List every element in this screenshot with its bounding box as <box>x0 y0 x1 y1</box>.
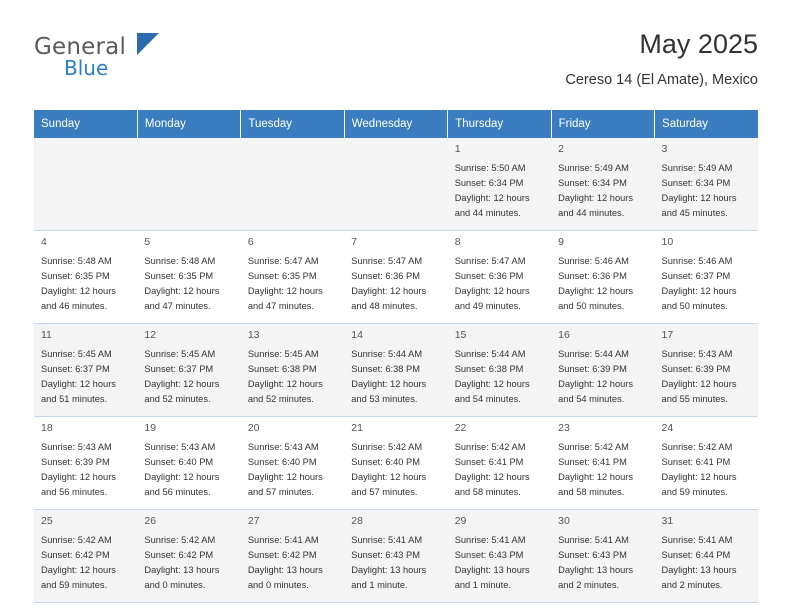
calendar-day-cell[interactable] <box>655 510 758 603</box>
day-info-line: Daylight: 12 hours <box>247 286 323 297</box>
day-info-line: Sunset: 6:39 PM <box>661 364 731 375</box>
logo <box>34 28 234 80</box>
day-number: 28 <box>351 515 363 527</box>
calendar-day-cell[interactable] <box>137 231 240 324</box>
calendar-day-cell[interactable] <box>655 231 758 324</box>
day-info-line: Sunset: 6:34 PM <box>454 178 524 189</box>
day-info-line: Daylight: 12 hours <box>558 379 634 390</box>
day-info-line: Sunrise: 5:41 AM <box>454 535 526 545</box>
calendar-day-cell[interactable] <box>655 138 758 231</box>
day-info-line: Sunrise: 5:41 AM <box>351 535 423 545</box>
calendar-day-cell[interactable] <box>448 510 551 603</box>
day-info-line: Sunrise: 5:43 AM <box>661 349 733 359</box>
day-info-line: Sunset: 6:36 PM <box>351 271 420 282</box>
location-subtitle: Cereso 14 (El Amate), Mexico <box>565 71 758 88</box>
calendar-day-cell[interactable] <box>551 417 654 510</box>
day-info-line: Sunrise: 5:43 AM <box>247 442 319 452</box>
day-info-line: and 54 minutes. <box>454 394 521 405</box>
calendar-week-row <box>34 231 758 324</box>
day-info-line: Daylight: 12 hours <box>41 565 116 576</box>
day-number: 30 <box>558 515 570 527</box>
day-info-line: Sunset: 6:39 PM <box>41 457 110 468</box>
day-info-line: Daylight: 12 hours <box>454 472 530 483</box>
day-info-line: Daylight: 12 hours <box>661 286 737 297</box>
calendar-day-cell[interactable] <box>241 231 344 324</box>
day-number: 22 <box>454 422 467 434</box>
day-info-line: and 53 minutes. <box>351 394 418 405</box>
day-info-line: Sunrise: 5:49 AM <box>661 163 733 173</box>
day-info-line: and 59 minutes. <box>41 580 108 591</box>
title-block <box>565 28 758 88</box>
day-number: 24 <box>661 422 674 434</box>
day-number: 17 <box>661 329 674 341</box>
day-number: 12 <box>144 329 157 341</box>
day-info-line: Sunset: 6:38 PM <box>351 364 420 375</box>
day-info-line: Sunrise: 5:42 AM <box>351 442 423 452</box>
day-info-line: Sunset: 6:38 PM <box>247 364 317 375</box>
day-info-line: Daylight: 12 hours <box>454 379 530 390</box>
day-info-line: and 1 minute. <box>351 580 408 591</box>
day-info-line: Daylight: 12 hours <box>41 286 116 297</box>
day-info-line: Sunrise: 5:46 AM <box>558 256 629 266</box>
calendar-day-cell[interactable] <box>34 231 137 324</box>
calendar-day-cell[interactable] <box>137 417 240 510</box>
day-info-line: Sunset: 6:43 PM <box>454 550 524 561</box>
day-number: 16 <box>558 329 570 341</box>
day-info-line: Sunset: 6:37 PM <box>661 271 731 282</box>
day-info-line: Sunset: 6:44 PM <box>661 550 731 561</box>
calendar-day-cell[interactable] <box>551 324 654 417</box>
day-info-line: Daylight: 12 hours <box>661 193 737 204</box>
day-info-line: Sunset: 6:41 PM <box>454 457 524 468</box>
day-info-line: Sunrise: 5:47 AM <box>454 256 526 266</box>
day-info-line: and 52 minutes. <box>144 394 211 405</box>
day-number: 13 <box>247 329 260 341</box>
day-number: 7 <box>351 236 358 248</box>
day-number: 23 <box>558 422 570 434</box>
calendar-day-cell[interactable] <box>448 324 551 417</box>
calendar-day-cell[interactable] <box>34 324 137 417</box>
calendar-day-cell[interactable] <box>448 417 551 510</box>
day-info-line: Sunrise: 5:42 AM <box>661 442 733 452</box>
day-info-line: and 50 minutes. <box>661 301 728 312</box>
weekday-header-monday: Monday <box>137 110 240 138</box>
day-info-line: and 0 minutes. <box>247 580 309 591</box>
day-info-line: and 45 minutes. <box>661 208 728 219</box>
day-number: 27 <box>247 515 260 527</box>
day-number: 26 <box>144 515 157 527</box>
day-number: 1 <box>454 143 461 155</box>
day-number: 11 <box>41 329 52 341</box>
calendar-empty-cell <box>34 138 137 231</box>
day-info-line: Sunset: 6:34 PM <box>661 178 731 189</box>
day-info-line: Sunset: 6:40 PM <box>247 457 317 468</box>
day-info-line: Daylight: 12 hours <box>558 286 634 297</box>
day-info-line: Daylight: 13 hours <box>454 565 530 576</box>
day-info-line: Daylight: 13 hours <box>144 565 220 576</box>
calendar-day-cell[interactable] <box>34 510 137 603</box>
day-info-line: and 56 minutes. <box>41 487 108 498</box>
calendar-day-cell[interactable] <box>448 231 551 324</box>
day-info-line: and 51 minutes. <box>41 394 108 405</box>
day-info-line: Daylight: 12 hours <box>351 286 427 297</box>
day-info-line: Sunrise: 5:49 AM <box>558 163 629 173</box>
logo-primary-text: General <box>34 34 127 60</box>
calendar-header-row <box>34 110 758 138</box>
day-number: 19 <box>144 422 157 434</box>
day-info-line: Daylight: 12 hours <box>558 193 634 204</box>
calendar-day-cell[interactable] <box>551 510 654 603</box>
day-info-line: Sunrise: 5:50 AM <box>454 163 526 173</box>
day-info-line: Sunrise: 5:48 AM <box>41 256 112 266</box>
day-info-line: Daylight: 12 hours <box>144 472 220 483</box>
day-info-line: Sunset: 6:35 PM <box>247 271 317 282</box>
weekday-header-sunday: Sunday <box>34 110 137 138</box>
day-info-line: Sunset: 6:35 PM <box>144 271 214 282</box>
day-info-line: Sunset: 6:37 PM <box>144 364 214 375</box>
day-info-line: and 57 minutes. <box>351 487 418 498</box>
calendar-empty-cell <box>344 138 447 231</box>
weekday-header-tuesday: Tuesday <box>241 110 344 138</box>
day-number: 14 <box>351 329 363 341</box>
day-number: 3 <box>661 143 668 155</box>
day-info-line: Daylight: 12 hours <box>661 379 737 390</box>
day-number: 2 <box>558 143 564 155</box>
day-info-line: Sunset: 6:34 PM <box>558 178 627 189</box>
day-info-line: Sunrise: 5:43 AM <box>144 442 216 452</box>
calendar-table <box>34 110 758 603</box>
calendar-day-cell[interactable] <box>551 138 654 231</box>
day-info-line: and 58 minutes. <box>558 487 625 498</box>
day-info-line: Daylight: 12 hours <box>661 472 737 483</box>
day-number: 25 <box>41 515 53 527</box>
day-number: 4 <box>41 236 47 248</box>
day-info-line: Sunrise: 5:44 AM <box>558 349 629 359</box>
calendar-week-row <box>34 138 758 231</box>
day-info-line: and 2 minutes. <box>661 580 723 591</box>
calendar-week-row <box>34 510 758 603</box>
calendar-empty-cell <box>137 138 240 231</box>
day-info-line: and 47 minutes. <box>247 301 314 312</box>
day-info-line: Sunrise: 5:41 AM <box>247 535 319 545</box>
day-number: 20 <box>247 422 260 434</box>
day-info-line: Sunset: 6:41 PM <box>661 457 731 468</box>
day-number: 5 <box>144 236 151 248</box>
calendar-day-cell[interactable] <box>241 417 344 510</box>
day-info-line: Daylight: 13 hours <box>351 565 427 576</box>
day-info-line: and 56 minutes. <box>144 487 211 498</box>
day-number: 6 <box>247 236 254 248</box>
day-info-line: Daylight: 13 hours <box>247 565 323 576</box>
day-info-line: Sunrise: 5:47 AM <box>351 256 423 266</box>
day-info-line: Daylight: 13 hours <box>661 565 737 576</box>
day-info-line: and 57 minutes. <box>247 487 314 498</box>
day-info-line: Sunrise: 5:46 AM <box>661 256 733 266</box>
day-number: 15 <box>454 329 467 341</box>
calendar-day-cell[interactable] <box>137 324 240 417</box>
weekday-header-thursday: Thursday <box>448 110 551 138</box>
day-info-line: and 0 minutes. <box>144 580 206 591</box>
calendar-body <box>34 138 758 603</box>
day-info-line: and 2 minutes. <box>558 580 620 591</box>
weekday-header-saturday: Saturday <box>655 110 758 138</box>
calendar-day-cell[interactable] <box>344 324 447 417</box>
day-info-line: Daylight: 12 hours <box>41 379 116 390</box>
day-number: 21 <box>351 422 363 434</box>
day-info-line: Sunrise: 5:44 AM <box>351 349 423 359</box>
day-info-line: Sunrise: 5:45 AM <box>247 349 319 359</box>
day-info-line: Sunset: 6:42 PM <box>144 550 214 561</box>
day-info-line: Daylight: 12 hours <box>558 472 634 483</box>
calendar-day-cell[interactable] <box>344 510 447 603</box>
day-info-line: Sunset: 6:43 PM <box>351 550 420 561</box>
day-number: 18 <box>41 422 53 434</box>
page-title: May 2025 <box>639 29 758 59</box>
day-info-line: and 58 minutes. <box>454 487 521 498</box>
calendar-week-row <box>34 417 758 510</box>
day-info-line: Daylight: 12 hours <box>247 472 323 483</box>
day-info-line: Daylight: 12 hours <box>247 379 323 390</box>
calendar-day-cell[interactable] <box>344 417 447 510</box>
day-info-line: and 59 minutes. <box>661 487 728 498</box>
day-info-line: and 44 minutes. <box>558 208 625 219</box>
calendar-day-cell[interactable] <box>551 231 654 324</box>
day-info-line: Sunrise: 5:42 AM <box>41 535 112 545</box>
day-info-line: Sunrise: 5:47 AM <box>247 256 319 266</box>
day-info-line: Sunset: 6:36 PM <box>454 271 524 282</box>
day-info-line: and 54 minutes. <box>558 394 625 405</box>
day-info-line: and 44 minutes. <box>454 208 521 219</box>
day-info-line: and 50 minutes. <box>558 301 625 312</box>
day-number: 29 <box>454 515 467 527</box>
day-info-line: Sunrise: 5:48 AM <box>144 256 216 266</box>
day-info-line: Daylight: 12 hours <box>454 286 530 297</box>
calendar-day-cell[interactable] <box>344 231 447 324</box>
day-info-line: Daylight: 13 hours <box>558 565 634 576</box>
logo-secondary-text: Blue <box>64 56 109 80</box>
day-info-line: Sunset: 6:43 PM <box>558 550 627 561</box>
day-info-line: Sunrise: 5:42 AM <box>144 535 216 545</box>
day-info-line: Sunset: 6:37 PM <box>41 364 110 375</box>
day-info-line: Sunrise: 5:43 AM <box>41 442 112 452</box>
calendar-day-cell[interactable] <box>448 138 551 231</box>
day-info-line: and 55 minutes. <box>661 394 728 405</box>
weekday-header-friday: Friday <box>551 110 654 138</box>
day-info-line: Daylight: 12 hours <box>144 286 220 297</box>
day-info-line: Sunset: 6:40 PM <box>351 457 420 468</box>
day-info-line: Sunset: 6:42 PM <box>41 550 110 561</box>
day-info-line: and 48 minutes. <box>351 301 418 312</box>
flag-icon <box>137 33 159 55</box>
day-info-line: Sunset: 6:42 PM <box>247 550 317 561</box>
day-info-line: Sunrise: 5:41 AM <box>661 535 733 545</box>
day-info-line: and 1 minute. <box>454 580 512 591</box>
day-info-line: Sunset: 6:38 PM <box>454 364 524 375</box>
calendar-day-cell[interactable] <box>137 510 240 603</box>
day-info-line: Sunrise: 5:45 AM <box>144 349 216 359</box>
day-info-line: and 49 minutes. <box>454 301 521 312</box>
day-info-line: Sunset: 6:35 PM <box>41 271 110 282</box>
day-info-line: Daylight: 12 hours <box>351 472 427 483</box>
calendar-day-cell[interactable] <box>241 324 344 417</box>
day-info-line: Sunrise: 5:42 AM <box>454 442 526 452</box>
calendar-day-cell[interactable] <box>241 510 344 603</box>
calendar-day-cell[interactable] <box>34 417 137 510</box>
calendar-day-cell[interactable] <box>655 324 758 417</box>
day-info-line: Sunrise: 5:42 AM <box>558 442 629 452</box>
day-info-line: Sunset: 6:41 PM <box>558 457 627 468</box>
calendar-empty-cell <box>241 138 344 231</box>
day-number: 31 <box>661 515 674 527</box>
day-info-line: Daylight: 12 hours <box>41 472 116 483</box>
day-number: 8 <box>454 236 461 248</box>
day-info-line: Sunset: 6:36 PM <box>558 271 627 282</box>
day-number: 9 <box>558 236 564 248</box>
day-info-line: and 52 minutes. <box>247 394 314 405</box>
day-info-line: Daylight: 12 hours <box>454 193 530 204</box>
day-info-line: Sunrise: 5:45 AM <box>41 349 112 359</box>
day-info-line: Sunrise: 5:41 AM <box>558 535 629 545</box>
calendar-week-row <box>34 324 758 417</box>
calendar-day-cell[interactable] <box>655 417 758 510</box>
weekday-header-wednesday: Wednesday <box>344 110 447 138</box>
day-info-line: Sunset: 6:39 PM <box>558 364 627 375</box>
day-info-line: and 46 minutes. <box>41 301 108 312</box>
day-info-line: Daylight: 12 hours <box>351 379 427 390</box>
page-header <box>34 28 758 96</box>
day-info-line: Daylight: 12 hours <box>144 379 220 390</box>
day-info-line: Sunset: 6:40 PM <box>144 457 214 468</box>
day-number: 10 <box>661 236 674 248</box>
day-info-line: and 47 minutes. <box>144 301 211 312</box>
day-info-line: Sunrise: 5:44 AM <box>454 349 526 359</box>
